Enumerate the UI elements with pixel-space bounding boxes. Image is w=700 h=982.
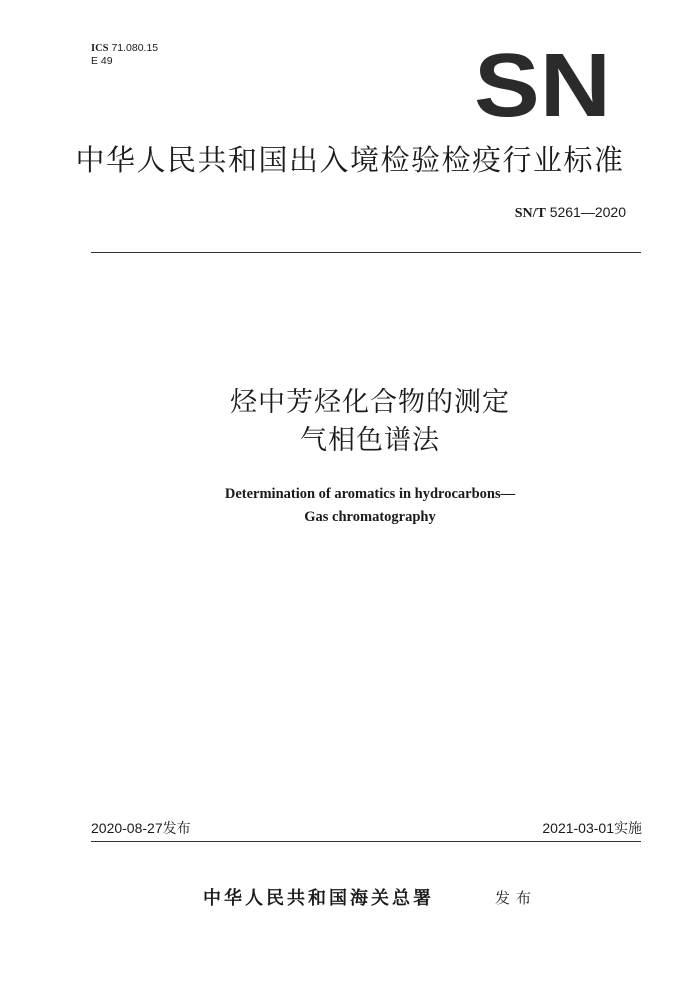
title-cn-line1: 烃中芳烃化合物的测定 <box>230 387 510 418</box>
sn-logo <box>474 50 611 120</box>
top-divider <box>91 252 641 253</box>
issue-date: 2020-08-27发布 <box>91 820 191 836</box>
title-en-line2: Gas chromatography <box>304 509 436 525</box>
ccs-code: E 49 <box>91 55 113 67</box>
standard-number <box>515 204 626 222</box>
implementation-date: 2021-03-01实施 <box>542 820 642 836</box>
publish-word: 发布 <box>495 889 538 907</box>
classification-codes <box>91 42 158 68</box>
bottom-divider <box>91 841 641 842</box>
ics-code: 71.080.15 <box>111 42 159 54</box>
publisher-name: 中华人民共和国海关总署 <box>203 888 434 909</box>
standard-number-value: 5261—2020 <box>549 204 626 220</box>
ics-label: ICS <box>91 43 109 54</box>
standard-number-prefix: SN/T <box>514 206 546 221</box>
title-en-line1: Determination of aromatics in hydrocarbons— <box>224 486 516 502</box>
title-cn-line2: 气相色谱法 <box>300 425 440 456</box>
standard-type-heading: 中华人民共和国出入境检验检疫行业标准 <box>75 143 625 177</box>
sn-logo-text: SN <box>474 50 611 120</box>
ics-line <box>91 42 158 55</box>
